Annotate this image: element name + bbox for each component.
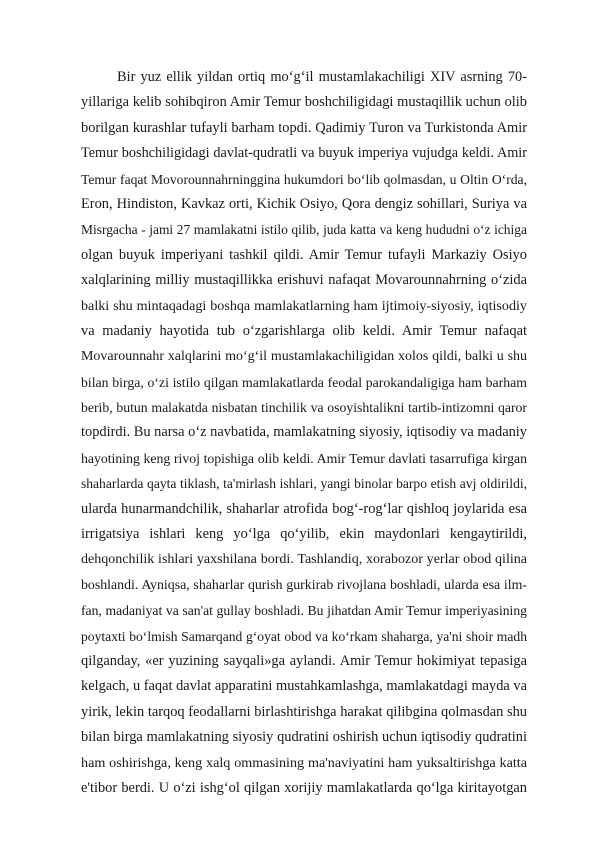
text-line: poytaxti bo‘lmish Samarqand g‘oyat obod va ko‘rkam shaharga, ya'ni shoir madh [81,628,527,644]
text-line: e'tibor berdi. U o‘zi ishg‘ol qilgan xorijiy mamlakatlarda qo‘lga kiritayotgan [81,779,527,796]
text-line: berib, butun malakatda nisbatan tinchilik va osoyishtalikni tartib-intizomni qaror [81,400,527,416]
text-line: shaharlarda qayta tiklash, ta'mirlash ishlari, yangi binolar barpo etish avj oldirildi, [81,476,527,492]
text-line: borilgan kurashlar tufayli barham topdi. Qadimiy Turon va Turkistonda Amir [81,119,527,136]
text-line: olgan buyuk imperiyani tashkil qildi. Amir Temur tufayli Markaziy Osiyo [81,246,527,263]
text-line: Temur faqat Movorounnahrninggina hukumdori bo‘lib qolmasdan, u Oltin O‘rda, [81,171,527,187]
text-line: kelgach, u faqat davlat apparatini mustahkamlashga, mamlakatdagi mayda va [81,678,527,695]
text-line: qilganday, «er yuzining sayqali»ga aylandi. Amir Temur hokimiyat tepasiga [81,652,527,669]
body-text [81,65,527,801]
text-line: irrigatsiya ishlari keng yo‘lga qo‘yilib, ekin maydonlari kengaytirildi, [81,526,527,543]
text-line: Misrgacha - jami 27 mamlakatni istilo qilib, juda katta va keng hududni o‘z ichiga [81,222,527,238]
text-line: boshlandi. Ayniqsa, shaharlar qurish gurkirab rivojlana boshladi, ularda esa ilm- [81,577,527,593]
text-line: ham oshirishga, keng xalq ommasining ma'naviyatini ham yuksaltirishga katta [81,754,527,771]
text-line: Bir yuz ellik yildan ortiq mo‘g‘il mustamlakachiligi XIV asrning 70- [117,69,527,85]
text-line: hayotining keng rivoj topishiga olib keldi. Amir Temur davlati tasarrufiga kirgan [81,450,527,466]
text-line: topdirdi. Bu narsa o‘z navbatida, mamlakatning siyosiy, iqtisodiy va madaniy [81,424,527,441]
text-line: Temur boshchiligidagi davlat-qudratli va buyuk imperiya vujudga keldi. Amir [81,145,527,162]
text-line: bilan birga mamlakatning siyosiy qudratini oshirish uchun iqtisodiy qudratini [81,729,527,746]
text-line: fan, madaniyat va san'at gullay boshladi. Bu jihatdan Amir Temur imperiyasining [81,603,527,619]
text-line: yillariga kelib sohibqiron Amir Temur boshchiligidagi mustaqillik uchun olib [81,94,527,111]
text-line: Movarounnahr xalqlarini mo‘g‘il mustamlakachiligidan xolos qildi, balki u shu [81,349,527,365]
text-line: Eron, Hindiston, Kavkaz orti, Kichik Osiyo, Qora dengiz sohillari, Suriya va [81,195,527,212]
text-line: va madaniy hayotida tub o‘zgarishlarga olib keldi. Amir Temur nafaqat [81,322,527,339]
text-line: balki shu mintaqadagi boshqa mamlakatlarning ham ijtimoiy-siyosiy, iqtisodiy [81,297,527,314]
text-line: ularda hunarmandchilik, shaharlar atrofida bog‘-rog‘lar qishloq joylarida esa [81,500,527,517]
text-line: bilan birga, o‘zi istilo qilgan mamlakatlarda feodal parokandaligiga ham barham [81,374,527,390]
text-line: xalqlarining milliy mustaqillikka erishuvi nafaqat Movarounnahrning o‘zida [81,272,527,289]
text-line: yirik, lekin tarqoq feodallarni birlashtirishga harakat qilibgina qolmasdan shu [81,703,527,720]
text-line: dehqonchilik ishlari yaxshilana bordi. Tashlandiq, xorabozor yerlar obod qilina [81,551,527,568]
